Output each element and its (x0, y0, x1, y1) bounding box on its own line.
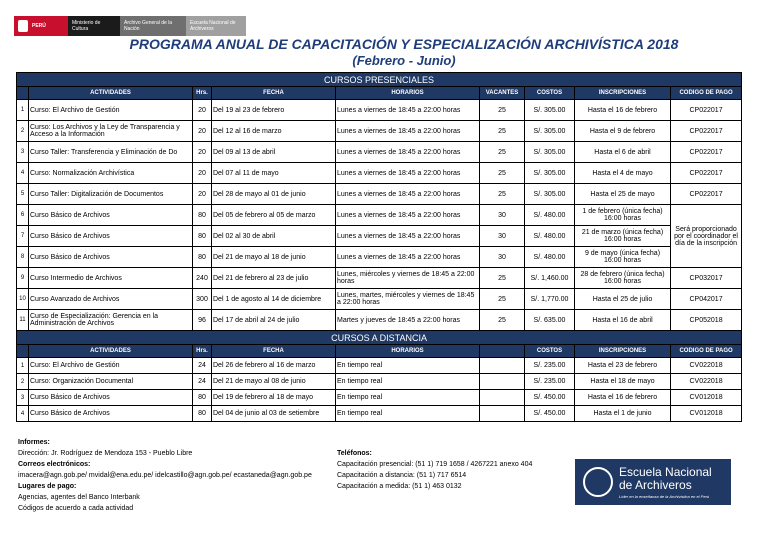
codigos-text: Códigos de acuerdo a cada actividad (18, 505, 134, 512)
vacancies-cell: 25 (480, 184, 525, 205)
date-cell: Del 04 de junio al 03 de setiembre (212, 406, 336, 422)
hours-cell: 300 (193, 289, 212, 310)
activity-cell: Curso: Organización Documental (29, 374, 193, 390)
col-header: VACANTES (480, 87, 525, 100)
schedule-cell: Lunes a viernes de 18:45 a 22:00 horas (336, 142, 480, 163)
activity-cell: Curso Básico de Archivos (29, 205, 193, 226)
table-row (17, 226, 742, 247)
row-number: 6 (17, 205, 29, 226)
informes-label: Informes: (18, 439, 50, 446)
activity-cell: Curso Taller: Digitalización de Documentos (29, 184, 193, 205)
cost-cell: S/. 450.00 (525, 406, 575, 422)
row-number: 1 (17, 358, 29, 374)
date-cell: Del 21 de febrero al 23 de julio (212, 268, 336, 289)
section-title: CURSOS PRESENCIALES (17, 73, 742, 87)
table-row (17, 163, 742, 184)
schedule-cell: En tiempo real (336, 406, 480, 422)
row-number: 4 (17, 406, 29, 422)
activity-cell: Curso Intermedio de Archivos (29, 268, 193, 289)
col-header: CODIGO DE PAGO (671, 87, 742, 100)
enab-tagline: Líder en la enseñanza de la Archivística en el Perú (619, 493, 710, 499)
cost-cell: S/. 1,770.00 (525, 289, 575, 310)
header-row (17, 345, 742, 358)
hours-cell: 20 (193, 184, 212, 205)
date-cell: Del 09 al 13 de abril (212, 142, 336, 163)
schedule-cell: Lunes a viernes de 18:45 a 22:00 horas (336, 184, 480, 205)
enab-name-2: de Archiveros (619, 477, 692, 492)
activity-cell: Curso Básico de Archivos (29, 406, 193, 422)
date-cell: Del 21 de mayo al 08 de junio (212, 374, 336, 390)
schedule-cell: Martes y jueves de 18:45 a 22:00 horas (336, 310, 480, 331)
payment-code-cell: CP022017 (671, 163, 742, 184)
payment-code-cell: CP022017 (671, 121, 742, 142)
peru-label: PERÚ (32, 23, 46, 29)
activity-cell: Curso: El Archivo de Gestión (29, 100, 193, 121)
enrollment-cell: Hasta el 25 de julio (575, 289, 671, 310)
enrollment-cell: Hasta el 18 de mayo (575, 374, 671, 390)
seal-icon (583, 467, 613, 497)
cost-cell: S/. 305.00 (525, 100, 575, 121)
ministerio-logo (68, 16, 120, 36)
hours-cell: 20 (193, 100, 212, 121)
hours-cell: 80 (193, 205, 212, 226)
date-cell: Del 05 de febrero al 05 de marzo (212, 205, 336, 226)
vacancies-cell: 25 (480, 268, 525, 289)
date-cell: Del 07 al 11 de mayo (212, 163, 336, 184)
schedule-cell: Lunes a viernes de 18:45 a 22:00 horas (336, 205, 480, 226)
phone-presencial: Capacitación presencial: (51 1) 719 1658 / 4267221 anexo 404 (337, 461, 533, 468)
table-row (17, 289, 742, 310)
row-number: 3 (17, 142, 29, 163)
payment-code-cell: CV022018 (671, 374, 742, 390)
schedule-cell: Lunes a viernes de 18:45 a 22:00 horas (336, 163, 480, 184)
enrollment-cell: Hasta el 1 de junio (575, 406, 671, 422)
peru-logo (14, 16, 68, 36)
row-number: 1 (17, 100, 29, 121)
cost-cell: S/. 235.00 (525, 358, 575, 374)
schedule-table (16, 72, 742, 422)
enab-name-1: Escuela Nacional (619, 464, 712, 479)
hours-cell: 24 (193, 374, 212, 390)
cost-cell: S/. 235.00 (525, 374, 575, 390)
row-number: 2 (17, 121, 29, 142)
hours-cell: 80 (193, 226, 212, 247)
phone-medida: Capacitación a medida: (51 1) 463 0132 (337, 483, 462, 490)
schedule-cell: En tiempo real (336, 390, 480, 406)
enrollment-cell: Hasta el 6 de abril (575, 142, 671, 163)
page-subtitle: (Febrero - Junio) (352, 53, 456, 68)
phone-distancia: Capacitación a distancia: (51 1) 717 6514 (337, 472, 467, 479)
col-header: COSTOS (525, 87, 575, 100)
escuela-logo (186, 16, 246, 36)
row-number: 10 (17, 289, 29, 310)
enrollment-cell: 28 de febrero (única fecha) 16:00 horas (575, 268, 671, 289)
col-header: FECHA (212, 87, 336, 100)
activity-cell: Curso Taller: Transferencia y Eliminación de Do (29, 142, 193, 163)
vacancies-cell: 30 (480, 247, 525, 268)
vacancies-cell (480, 406, 525, 422)
ministerio-label: Ministerio de Cultura (72, 20, 101, 32)
cost-cell: S/. 305.00 (525, 142, 575, 163)
date-cell: Del 17 de abril al 24 de julio (212, 310, 336, 331)
payment-code-cell: CP022017 (671, 100, 742, 121)
hours-cell: 20 (193, 142, 212, 163)
activity-cell: Curso: El Archivo de Gestión (29, 358, 193, 374)
col-header: COSTOS (525, 345, 575, 358)
cost-cell: S/. 480.00 (525, 247, 575, 268)
col-header: HORARIOS (336, 87, 480, 100)
table-row (17, 268, 742, 289)
schedule-cell: Lunes a viernes de 18:45 a 22:00 horas (336, 100, 480, 121)
vacancies-cell: 25 (480, 100, 525, 121)
hours-cell: 20 (193, 163, 212, 184)
schedule-cell: Lunes a viernes de 18:45 a 22:00 horas (336, 121, 480, 142)
footer-left (18, 437, 312, 514)
hours-cell: 80 (193, 247, 212, 268)
table-row (17, 406, 742, 422)
payment-code-cell: CP042017 (671, 289, 742, 310)
date-cell: Del 12 al 16 de marzo (212, 121, 336, 142)
cost-cell: S/. 450.00 (525, 390, 575, 406)
table-row (17, 390, 742, 406)
date-cell: Del 21 de mayo al 18 de junio (212, 247, 336, 268)
vacancies-cell: 25 (480, 121, 525, 142)
activity-cell: Curso Básico de Archivos (29, 247, 193, 268)
col-header: FECHA (212, 345, 336, 358)
date-cell: Del 1 de agosto al 14 de diciembre (212, 289, 336, 310)
enrollment-cell: Hasta el 23 de febrero (575, 358, 671, 374)
col-header: ACTIVIDADES (29, 87, 193, 100)
lugares-label: Lugares de pago: (18, 483, 77, 490)
vacancies-cell: 25 (480, 163, 525, 184)
date-cell: Del 19 al 23 de febrero (212, 100, 336, 121)
schedule-cell: En tiempo real (336, 374, 480, 390)
date-cell: Del 28 de mayo al 01 de junio (212, 184, 336, 205)
activity-cell: Curso Avanzado de Archivos (29, 289, 193, 310)
enrollment-cell: Hasta el 25 de mayo (575, 184, 671, 205)
cost-cell: S/. 305.00 (525, 163, 575, 184)
table-row (17, 142, 742, 163)
header-logos (14, 16, 246, 36)
hours-cell: 96 (193, 310, 212, 331)
payment-code-cell: CP032017 (671, 268, 742, 289)
table-row (17, 205, 742, 226)
section-band (17, 73, 742, 87)
table-row (17, 358, 742, 374)
section-band (17, 331, 742, 345)
activity-cell: Curso: Normalización Archivística (29, 163, 193, 184)
col-header: INSCRIPCIONES (575, 345, 671, 358)
payment-code-cell: CV012018 (671, 390, 742, 406)
schedule-cell: Lunes a viernes de 18:45 a 22:00 horas (336, 226, 480, 247)
col-header: CODIGO DE PAGO (671, 345, 742, 358)
hours-cell: 240 (193, 268, 212, 289)
date-cell: Del 02 al 30 de abril (212, 226, 336, 247)
enrollment-cell: Hasta el 4 de mayo (575, 163, 671, 184)
vacancies-cell: 30 (480, 205, 525, 226)
table-row (17, 121, 742, 142)
hours-cell: 20 (193, 121, 212, 142)
table-row (17, 374, 742, 390)
schedule-cell: En tiempo real (336, 358, 480, 374)
enab-logo (575, 459, 731, 505)
header-row (17, 87, 742, 100)
enrollment-cell: Hasta el 16 de febrero (575, 100, 671, 121)
activity-cell: Curso de Especialización: Gerencia en la Administración de Archivos (29, 310, 193, 331)
hours-cell: 80 (193, 390, 212, 406)
archivo-logo (120, 16, 186, 36)
vacancies-cell (480, 390, 525, 406)
payment-code-cell: CV012018 (671, 406, 742, 422)
payment-code-cell: CP052018 (671, 310, 742, 331)
activity-cell: Curso Básico de Archivos (29, 226, 193, 247)
row-number: 4 (17, 163, 29, 184)
cost-cell: S/. 305.00 (525, 184, 575, 205)
row-number: 9 (17, 268, 29, 289)
col-header-blank (17, 87, 29, 100)
shield-icon (18, 20, 28, 32)
page-title: PROGRAMA ANUAL DE CAPACITACIÓN Y ESPECIALIZACIÓN ARCHIVÍSTICA 2018 (129, 36, 679, 52)
vacancies-cell: 25 (480, 289, 525, 310)
row-number: 11 (17, 310, 29, 331)
row-number: 3 (17, 390, 29, 406)
payment-code-cell: CV022018 (671, 358, 742, 374)
direccion-text: Dirección: Jr. Rodríguez de Mendoza 153 - Pueblo Libre (18, 450, 193, 457)
activity-cell: Curso Básico de Archivos (29, 390, 193, 406)
vacancies-cell: 25 (480, 142, 525, 163)
vacancies-cell: 30 (480, 226, 525, 247)
telefonos-label: Teléfonos: (337, 450, 372, 457)
schedule-cell: Lunes, miércoles y viernes de 18:45 a 22:00 horas (336, 268, 480, 289)
col-header: ACTIVIDADES (29, 345, 193, 358)
col-header-blank (17, 345, 29, 358)
footer-phones (337, 448, 532, 492)
table-row (17, 184, 742, 205)
correos-label: Correos electrónicos: (18, 461, 91, 468)
table-row (17, 310, 742, 331)
cost-cell: S/. 635.00 (525, 310, 575, 331)
payment-code-cell: Será proporcionado por el coordinador el día de la inscripción (671, 205, 742, 268)
schedule-cell: Lunes, martes, miércoles y viernes de 18:45 a 22:00 horas (336, 289, 480, 310)
section-title: CURSOS A DISTANCIA (17, 331, 742, 345)
vacancies-cell (480, 374, 525, 390)
schedule-cell: Lunes a viernes de 18:45 a 22:00 horas (336, 247, 480, 268)
row-number: 7 (17, 226, 29, 247)
table-row (17, 100, 742, 121)
date-cell: Del 26 de febrero al 16 de marzo (212, 358, 336, 374)
col-header: INSCRIPCIONES (575, 87, 671, 100)
col-header: Hrs. (193, 345, 212, 358)
date-cell: Del 19 de febrero al 18 de mayo (212, 390, 336, 406)
table-row (17, 247, 742, 268)
cost-cell: S/. 480.00 (525, 205, 575, 226)
col-header: Hrs. (193, 87, 212, 100)
row-number: 8 (17, 247, 29, 268)
row-number: 5 (17, 184, 29, 205)
correos-text: imacera@agn.gob.pe/ mvidal@ena.edu.pe/ idelcastillo@agn.gob.pe/ ecastaneda@agn.gob.pe (18, 472, 312, 479)
activity-cell: Curso: Los Archivos y la Ley de Transparencia y Acceso a la Información (29, 121, 193, 142)
col-header (480, 345, 525, 358)
vacancies-cell (480, 358, 525, 374)
payment-code-cell: CP022017 (671, 142, 742, 163)
payment-code-cell: CP022017 (671, 184, 742, 205)
cost-cell: S/. 1,460.00 (525, 268, 575, 289)
cost-cell: S/. 480.00 (525, 226, 575, 247)
escuela-label: Escuela Nacional de Archiveros (190, 20, 236, 32)
lugares-text: Agencias, agentes del Banco Interbank (18, 494, 140, 501)
vacancies-cell: 25 (480, 310, 525, 331)
enrollment-cell: Hasta el 16 de febrero (575, 390, 671, 406)
hours-cell: 80 (193, 406, 212, 422)
enrollment-cell: Hasta el 16 de abril (575, 310, 671, 331)
enrollment-cell: 21 de marzo (única fecha) 16:00 horas (575, 226, 671, 247)
col-header: HORARIOS (336, 345, 480, 358)
enrollment-cell: 1 de febrero (única fecha) 16:00 horas (575, 205, 671, 226)
enrollment-cell: Hasta el 9 de febrero (575, 121, 671, 142)
enrollment-cell: 9 de mayo (única fecha) 16:00 horas (575, 247, 671, 268)
archivo-label: Archivo General de la Nación (124, 20, 173, 32)
hours-cell: 24 (193, 358, 212, 374)
row-number: 2 (17, 374, 29, 390)
cost-cell: S/. 305.00 (525, 121, 575, 142)
